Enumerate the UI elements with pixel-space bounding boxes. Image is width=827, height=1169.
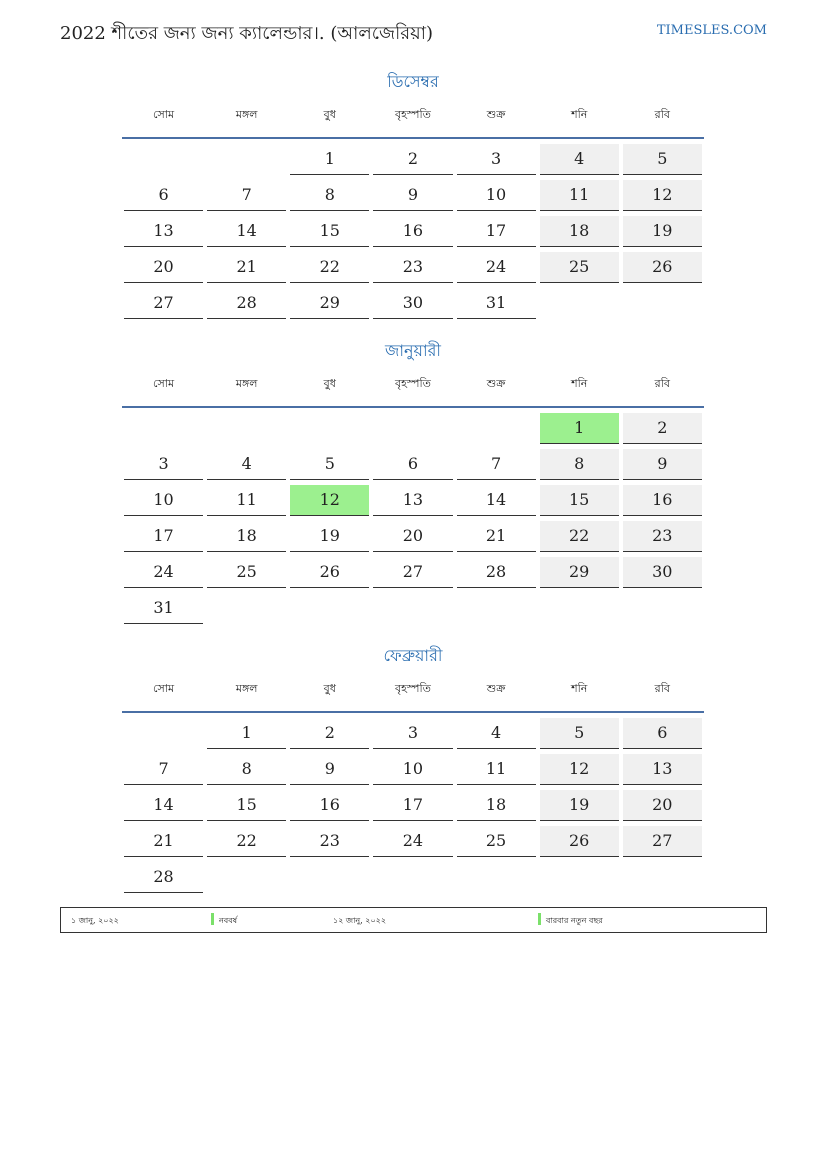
day-number: 8 [207, 754, 286, 785]
weekday-header [122, 107, 704, 137]
day-cell [455, 785, 538, 821]
empty-cell [621, 283, 704, 319]
day-cell [371, 749, 454, 785]
day-cell [538, 516, 621, 552]
day-cell [371, 211, 454, 247]
day-cell [205, 175, 288, 211]
day-number: 3 [124, 449, 203, 480]
day-cell [538, 749, 621, 785]
day-cell [371, 139, 454, 175]
day-number: 25 [457, 826, 536, 857]
day-cell [122, 552, 205, 588]
day-cell [288, 247, 371, 283]
day-cell [621, 785, 704, 821]
day-number: 10 [457, 180, 536, 211]
empty-cell [205, 588, 288, 624]
day-number: 21 [457, 521, 536, 552]
day-number: 19 [540, 790, 619, 821]
week-row [122, 857, 704, 893]
week-row [122, 211, 704, 247]
week-row [122, 516, 704, 552]
day-cell [455, 749, 538, 785]
day-cell [122, 785, 205, 821]
day-number: 11 [457, 754, 536, 785]
day-number: 14 [124, 790, 203, 821]
day-number: 31 [457, 288, 536, 319]
day-cell [455, 480, 538, 516]
week-row [122, 713, 704, 749]
day-cell [538, 175, 621, 211]
holiday-day-cell [288, 480, 371, 516]
day-cell [455, 821, 538, 857]
day-cell [122, 588, 205, 624]
weekday-label: রবি [654, 377, 670, 390]
empty-cell [455, 857, 538, 893]
day-cell [455, 283, 538, 319]
legend-holiday-name: বারবার নতুন বছর [546, 916, 603, 925]
month-title: ফেব্রুয়ারী [383, 646, 443, 665]
day-cell [621, 211, 704, 247]
legend-holiday-name: নববর্ষ [219, 916, 238, 925]
weekday-label: শুক্র [486, 108, 506, 121]
week-row [122, 749, 704, 785]
day-number: 30 [373, 288, 452, 319]
empty-cell [371, 588, 454, 624]
day-cell [205, 785, 288, 821]
day-number: 19 [623, 216, 702, 247]
week-row [122, 821, 704, 857]
day-number: 18 [207, 521, 286, 552]
day-cell [621, 408, 704, 444]
day-cell [288, 516, 371, 552]
day-number: 2 [373, 144, 452, 175]
day-number: 25 [540, 252, 619, 283]
weekday-label: শুক্র [486, 682, 506, 695]
day-cell [371, 516, 454, 552]
day-number: 29 [290, 288, 369, 319]
legend-date: ১ জানু, ২০২২ [71, 916, 119, 925]
day-number: 16 [290, 790, 369, 821]
day-number: 14 [207, 216, 286, 247]
day-number: 14 [457, 485, 536, 516]
day-number: 13 [373, 485, 452, 516]
day-cell [455, 247, 538, 283]
month-title: জানুয়ারী [385, 341, 441, 360]
day-cell [621, 516, 704, 552]
month-title: ডিসেম্বর [387, 72, 439, 91]
weekday-label: শনি [571, 682, 588, 695]
weekday-header [122, 376, 704, 406]
day-cell [205, 211, 288, 247]
week-row [122, 552, 704, 588]
day-number: 12 [290, 485, 369, 516]
empty-cell [122, 713, 205, 749]
weekday-label: সোম [153, 682, 175, 695]
weekday-label: বুধ [323, 682, 336, 695]
day-cell [371, 175, 454, 211]
site-brand-link[interactable]: TIMESLES.COM [656, 23, 767, 38]
day-number: 6 [124, 180, 203, 211]
day-number: 27 [124, 288, 203, 319]
day-cell [455, 211, 538, 247]
day-number: 7 [207, 180, 286, 211]
day-number: 9 [290, 754, 369, 785]
day-cell [621, 749, 704, 785]
day-number: 5 [290, 449, 369, 480]
weekday-label: সোম [153, 377, 175, 390]
day-number: 22 [540, 521, 619, 552]
week-row [122, 139, 704, 175]
day-number: 9 [373, 180, 452, 211]
empty-cell [621, 588, 704, 624]
day-cell [621, 552, 704, 588]
day-cell [621, 821, 704, 857]
month-february [122, 645, 704, 893]
empty-cell [205, 857, 288, 893]
day-cell [288, 139, 371, 175]
day-number: 19 [290, 521, 369, 552]
empty-cell [288, 588, 371, 624]
day-number: 1 [540, 413, 619, 444]
day-cell [122, 247, 205, 283]
weekday-label: বৃহস্পতি [394, 682, 431, 695]
empty-cell [455, 588, 538, 624]
day-number: 2 [290, 718, 369, 749]
day-cell [455, 552, 538, 588]
empty-cell [371, 857, 454, 893]
day-cell [371, 552, 454, 588]
day-number: 23 [623, 521, 702, 552]
day-cell [205, 552, 288, 588]
day-number: 17 [457, 216, 536, 247]
weekday-label: বৃহস্পতি [394, 108, 431, 121]
holiday-legend [60, 907, 767, 933]
day-cell [122, 480, 205, 516]
day-number: 1 [290, 144, 369, 175]
day-cell [538, 713, 621, 749]
day-number: 26 [623, 252, 702, 283]
page-title: 2022 শীতের জন্য জন্য ক্যালেন্ডার।. (আলজেরিয়া) [60, 23, 433, 44]
empty-cell [205, 408, 288, 444]
week-row [122, 444, 704, 480]
day-cell [288, 713, 371, 749]
day-number: 11 [207, 485, 286, 516]
day-cell [205, 480, 288, 516]
day-cell [455, 139, 538, 175]
day-cell [205, 713, 288, 749]
day-cell [288, 821, 371, 857]
day-number: 22 [207, 826, 286, 857]
day-cell [122, 821, 205, 857]
day-number: 30 [623, 557, 702, 588]
day-number: 26 [290, 557, 369, 588]
week-row [122, 785, 704, 821]
day-number: 8 [540, 449, 619, 480]
week-row [122, 283, 704, 319]
empty-cell [538, 857, 621, 893]
empty-cell [288, 857, 371, 893]
weekday-label: বৃহস্পতি [394, 377, 431, 390]
day-number: 23 [373, 252, 452, 283]
empty-cell [205, 139, 288, 175]
week-row [122, 408, 704, 444]
weekday-label: সোম [153, 108, 175, 121]
day-number: 4 [540, 144, 619, 175]
day-number: 6 [373, 449, 452, 480]
day-number: 4 [207, 449, 286, 480]
day-number: 18 [540, 216, 619, 247]
day-cell [538, 211, 621, 247]
day-cell [288, 283, 371, 319]
day-cell [621, 480, 704, 516]
day-number: 27 [623, 826, 702, 857]
weekday-label: মঙ্গল [235, 682, 258, 695]
day-number: 25 [207, 557, 286, 588]
day-cell [205, 749, 288, 785]
week-row [122, 247, 704, 283]
month-december [122, 71, 704, 319]
day-cell [205, 516, 288, 552]
weekday-label: বুধ [323, 108, 336, 121]
day-number: 12 [540, 754, 619, 785]
day-number: 11 [540, 180, 619, 211]
day-cell [371, 444, 454, 480]
day-number: 3 [373, 718, 452, 749]
day-cell [371, 247, 454, 283]
day-cell [371, 785, 454, 821]
empty-cell [122, 408, 205, 444]
day-cell [621, 247, 704, 283]
day-number: 5 [540, 718, 619, 749]
day-cell [538, 444, 621, 480]
day-number: 10 [124, 485, 203, 516]
day-cell [538, 480, 621, 516]
day-number: 27 [373, 557, 452, 588]
month-january [122, 340, 704, 624]
day-cell [455, 713, 538, 749]
day-number: 20 [373, 521, 452, 552]
day-number: 4 [457, 718, 536, 749]
day-number: 28 [207, 288, 286, 319]
day-number: 28 [124, 862, 203, 893]
week-row [122, 175, 704, 211]
day-number: 15 [540, 485, 619, 516]
day-number: 17 [373, 790, 452, 821]
day-number: 20 [124, 252, 203, 283]
day-number: 24 [373, 826, 452, 857]
day-number: 15 [207, 790, 286, 821]
day-cell [288, 444, 371, 480]
empty-cell [122, 139, 205, 175]
weekday-label: শনি [571, 108, 588, 121]
empty-cell [621, 857, 704, 893]
day-cell [621, 713, 704, 749]
day-cell [205, 444, 288, 480]
day-cell [122, 444, 205, 480]
day-cell [122, 175, 205, 211]
day-cell [122, 857, 205, 893]
day-cell [455, 444, 538, 480]
day-cell [288, 749, 371, 785]
day-number: 18 [457, 790, 536, 821]
day-cell [538, 821, 621, 857]
day-number: 24 [124, 557, 203, 588]
weekday-label: বুধ [323, 377, 336, 390]
weekday-header [122, 681, 704, 711]
empty-cell [455, 408, 538, 444]
holiday-marker [211, 913, 214, 925]
day-number: 29 [540, 557, 619, 588]
day-cell [371, 821, 454, 857]
day-number: 3 [457, 144, 536, 175]
day-number: 7 [124, 754, 203, 785]
holiday-day-cell [538, 408, 621, 444]
empty-cell [288, 408, 371, 444]
day-number: 1 [207, 718, 286, 749]
day-number: 21 [124, 826, 203, 857]
empty-cell [538, 283, 621, 319]
day-cell [538, 785, 621, 821]
day-cell [455, 516, 538, 552]
day-number: 16 [623, 485, 702, 516]
weekday-label: মঙ্গল [235, 377, 258, 390]
weekday-label: মঙ্গল [235, 108, 258, 121]
day-number: 8 [290, 180, 369, 211]
weekday-label: রবি [654, 682, 670, 695]
day-number: 10 [373, 754, 452, 785]
day-cell [621, 175, 704, 211]
week-row [122, 480, 704, 516]
day-cell [621, 444, 704, 480]
day-number: 20 [623, 790, 702, 821]
day-cell [288, 552, 371, 588]
day-number: 24 [457, 252, 536, 283]
day-number: 6 [623, 718, 702, 749]
day-number: 9 [623, 449, 702, 480]
day-cell [288, 785, 371, 821]
day-number: 26 [540, 826, 619, 857]
day-number: 2 [623, 413, 702, 444]
empty-cell [371, 408, 454, 444]
holiday-marker [538, 913, 541, 925]
weekday-label: শুক্র [486, 377, 506, 390]
legend-date: ১২ জানু, ২০২২ [333, 916, 387, 925]
week-row [122, 588, 704, 624]
empty-cell [538, 588, 621, 624]
weekday-label: রবি [654, 108, 670, 121]
day-number: 7 [457, 449, 536, 480]
day-cell [371, 283, 454, 319]
day-number: 13 [124, 216, 203, 247]
day-cell [371, 480, 454, 516]
day-number: 12 [623, 180, 702, 211]
weekday-label: শনি [571, 377, 588, 390]
day-cell [122, 283, 205, 319]
day-number: 15 [290, 216, 369, 247]
day-cell [288, 175, 371, 211]
day-number: 5 [623, 144, 702, 175]
day-cell [288, 211, 371, 247]
day-cell [538, 139, 621, 175]
day-cell [122, 749, 205, 785]
day-cell [455, 175, 538, 211]
day-number: 22 [290, 252, 369, 283]
day-number: 21 [207, 252, 286, 283]
day-cell [538, 247, 621, 283]
day-number: 17 [124, 521, 203, 552]
day-cell [205, 247, 288, 283]
day-cell [621, 139, 704, 175]
day-cell [205, 283, 288, 319]
day-number: 23 [290, 826, 369, 857]
day-number: 16 [373, 216, 452, 247]
day-number: 13 [623, 754, 702, 785]
day-cell [122, 516, 205, 552]
day-cell [122, 211, 205, 247]
day-cell [205, 821, 288, 857]
day-number: 28 [457, 557, 536, 588]
day-cell [371, 713, 454, 749]
day-cell [538, 552, 621, 588]
day-number: 31 [124, 593, 203, 624]
